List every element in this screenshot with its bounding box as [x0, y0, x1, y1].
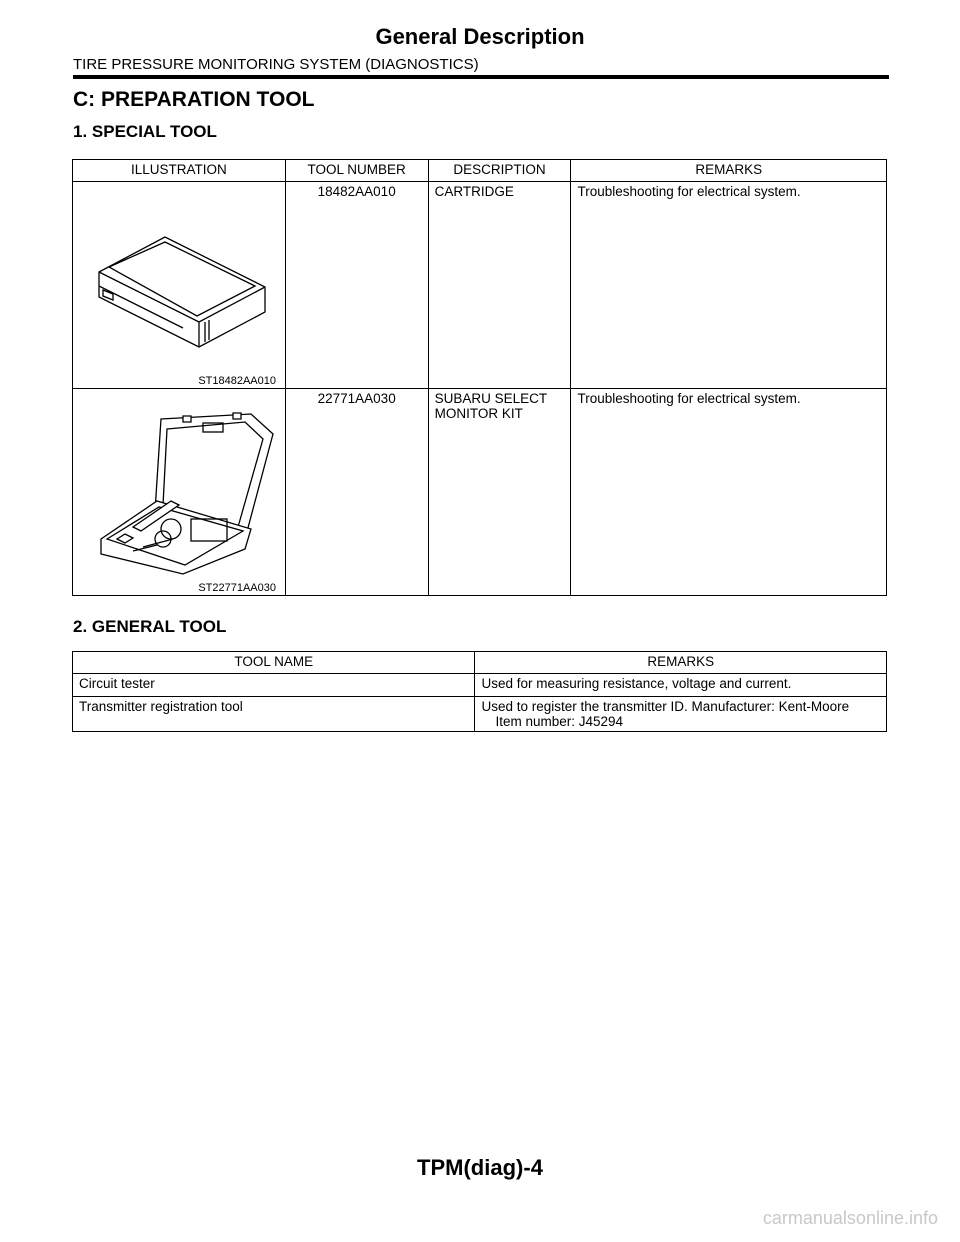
tool-remarks: Troubleshooting for electrical system. — [571, 389, 887, 596]
column-header: ILLUSTRATION — [73, 160, 286, 182]
tool-name: Circuit tester — [73, 674, 475, 697]
table-row — [73, 389, 887, 596]
column-header: REMARKS — [571, 160, 887, 182]
tool-description: CARTRIDGE — [428, 182, 571, 389]
illustration-label: ST22771AA030 — [198, 582, 276, 594]
header-rule — [73, 75, 889, 79]
page-title: General Description — [375, 24, 585, 49]
remarks-line: Used to register the transmitter ID. Manufacturer: Kent-Moore — [481, 699, 850, 714]
table-header-row — [73, 652, 887, 674]
description-line: SUBARU SELECT — [434, 391, 548, 406]
remarks-line: Item number: J45294 — [495, 714, 624, 729]
tool-remarks: Troubleshooting for electrical system. — [571, 182, 887, 389]
table-row — [73, 182, 887, 389]
section-subtitle: TIRE PRESSURE MONITORING SYSTEM (DIAGNOSTICS) — [73, 56, 479, 73]
page-number: TPM(diag)-4 — [417, 1155, 543, 1180]
tool-number: 18482AA010 — [285, 182, 428, 389]
tool-remarks: Used for measuring resistance, voltage and current. — [475, 674, 887, 697]
general-tool-table — [72, 651, 887, 732]
illustration-cell — [73, 389, 286, 596]
special-tool-table — [72, 159, 887, 596]
column-header: TOOL NUMBER — [285, 160, 428, 182]
illustration-label: ST18482AA010 — [198, 375, 276, 387]
preparation-tool-heading: C: PREPARATION TOOL — [73, 88, 315, 111]
column-header: TOOL NAME — [73, 652, 475, 674]
description-line: MONITOR KIT — [434, 406, 523, 421]
tool-number: 22771AA030 — [285, 389, 428, 596]
tool-description — [428, 389, 571, 596]
tool-name: Transmitter registration tool — [73, 697, 475, 732]
general-tool-heading: 2. GENERAL TOOL — [73, 617, 227, 636]
column-header: REMARKS — [475, 652, 887, 674]
illustration-cell — [73, 182, 286, 389]
monitor-kit-case-illustration — [73, 389, 286, 596]
special-tool-heading: 1. SPECIAL TOOL — [73, 122, 217, 141]
watermark: carmanualsonline.info — [762, 1208, 938, 1228]
cartridge-illustration — [73, 182, 286, 389]
table-row — [73, 697, 887, 732]
table-row — [73, 674, 887, 697]
table-header-row — [73, 160, 887, 182]
tool-remarks — [475, 697, 887, 732]
column-header: DESCRIPTION — [428, 160, 571, 182]
